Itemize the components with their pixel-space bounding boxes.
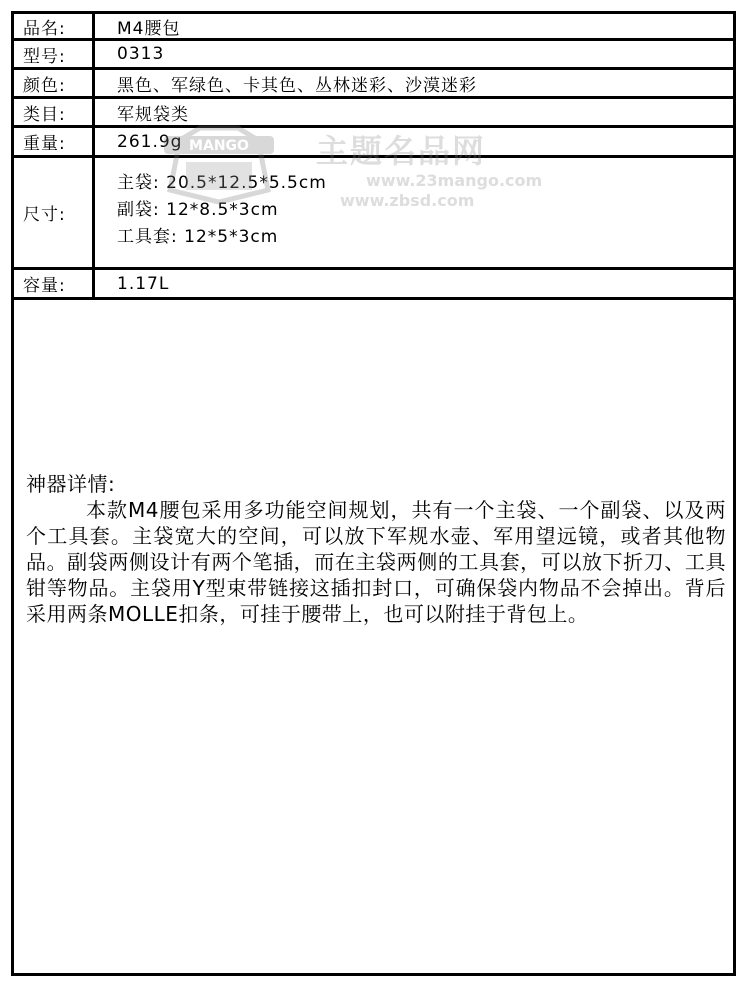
category-label: 类目: [14, 99, 95, 125]
size-label: 尺寸: [14, 158, 95, 267]
weight-value: 261.9g [117, 131, 183, 152]
weight-label: 重量: [14, 128, 95, 155]
model-value: 0313 [117, 44, 165, 64]
details-section [26, 471, 726, 627]
size-tool-sleeve: 工具套: 12*5*3cm [117, 227, 279, 247]
name-label: 品名: [14, 14, 95, 38]
row-category [14, 99, 733, 128]
size-values [95, 158, 733, 267]
capacity-value: 1.17L [117, 273, 170, 294]
details-body: 本款M4腰包采用多功能空间规划，共有一个主袋、一个副袋、以及两个工具套。主袋宽大的空间，可以放下军规水壶、军用望远镜，或者其他物品。副袋两侧设计有两个笔插，而在主袋两侧的工具套，可以放下折刀、工具钳等物品。主袋用Y型束带链接这插扣封口，可确保袋内物品不会掉出。背后采用两条MOLLE扣条，可挂于腰带上，也可以附挂于背包上。 [26, 498, 726, 626]
watermark-url-2: www.zbsd.com [340, 191, 475, 210]
row-size [14, 158, 733, 270]
row-weight [14, 128, 733, 158]
watermark-title: 主题名品网 [316, 132, 487, 170]
model-label: 型号: [14, 41, 95, 67]
size-sub-bag: 副袋: 12*8.5*3cm [117, 200, 279, 220]
color-label: 颜色: [14, 70, 95, 96]
row-color [14, 70, 733, 99]
color-value: 黑色、军绿色、卡其色、丛林迷彩、沙漠迷彩 [117, 75, 477, 96]
row-model [14, 41, 733, 70]
watermark-url-1: www.23mango.com [366, 171, 543, 190]
name-value: M4腰包 [117, 18, 181, 39]
product-spec-sheet [11, 11, 736, 976]
category-value: 军规袋类 [117, 104, 189, 125]
capacity-label: 容量: [14, 270, 95, 297]
watermark-logo-text: MANGO [189, 138, 249, 154]
size-main-bag: 主袋: 20.5*12.5*5.5cm [117, 173, 327, 193]
row-name [14, 14, 733, 41]
details-title: 神器详情: [26, 472, 116, 496]
row-capacity [14, 270, 733, 300]
